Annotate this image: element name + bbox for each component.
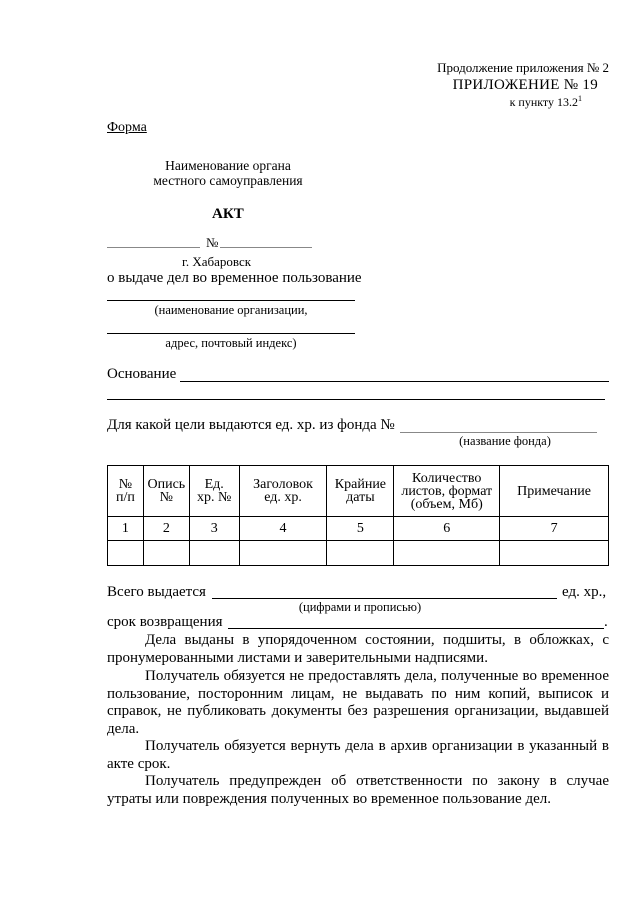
number-cell: 7	[500, 517, 609, 541]
return-label: срок возвращения	[107, 614, 223, 630]
purpose-label: Для какой цели выдаются ед. хр. из фонда №	[107, 417, 395, 433]
clause-reference: к пункту 13.2$^1$	[509, 94, 582, 109]
org-line	[107, 300, 355, 301]
continuation-note: Продолжение приложения № 2	[437, 60, 609, 75]
number-line	[220, 247, 312, 248]
header-cell: № п/п	[108, 466, 144, 517]
act-subject: о выдаче дел во временное пользование	[107, 270, 362, 286]
number-cell: 5	[327, 517, 394, 541]
document-title: АКТ	[212, 206, 244, 222]
header-cell: Крайние даты	[327, 466, 394, 517]
table-cell[interactable]	[500, 541, 609, 566]
total-line	[212, 598, 557, 599]
form-label: Форма	[107, 120, 147, 135]
date-line	[107, 247, 200, 248]
caption-words: (цифрами и прописью)	[298, 600, 422, 614]
caption-org: (наименование организации,	[154, 303, 308, 317]
table-cell[interactable]	[327, 541, 394, 566]
table-header-row	[108, 466, 609, 517]
number-cell: 2	[143, 517, 189, 541]
number-cell: 6	[394, 517, 500, 541]
org-name: Наименование органа местного самоуправления	[153, 158, 303, 188]
table-row	[108, 541, 609, 566]
city: г. Хабаровск	[182, 254, 252, 269]
header-cell: Опись №	[143, 466, 189, 517]
table-cell[interactable]	[189, 541, 239, 566]
basis-line-2	[107, 399, 605, 400]
table-cell[interactable]	[108, 541, 144, 566]
header-cell: Количество листов, формат (объем, Мб)	[394, 466, 500, 517]
table-cell[interactable]	[143, 541, 189, 566]
units-label: ед. хр.,	[562, 584, 607, 600]
header-cell: Ед. хр. №	[189, 466, 239, 517]
basis-label: Основание	[107, 366, 177, 382]
appendix-title: ПРИЛОЖЕНИЕ № 19	[452, 77, 598, 93]
table-cell[interactable]	[394, 541, 500, 566]
table-cell[interactable]	[239, 541, 327, 566]
fund-line	[400, 432, 597, 433]
number-cell: 1	[108, 517, 144, 541]
paragraph-3: Получатель обязуется вернуть дела в архив организации в указанный в акте срок.	[107, 738, 609, 772]
basis-line-1	[180, 381, 609, 382]
paragraph-2: Получатель обязуется не предоставлять дела, полученные во временное пользование, посторонним лицам, не выдавать по ним копий, выписок и справок, не публиковать документы без разрешения организации, выдавшей дела.	[107, 668, 609, 737]
caption-address: адрес, почтовый индекс)	[165, 336, 297, 350]
total-label: Всего выдается	[107, 584, 206, 600]
paragraph-1: Дела выданы в упорядоченном состоянии, подшиты, в обложках, с пронумерованными листами и заверительными надписями.	[107, 632, 609, 666]
number-cell: 3	[189, 517, 239, 541]
caption-fund: (название фонда)	[459, 434, 551, 448]
number-cell: 4	[239, 517, 327, 541]
header-cell: Заголовок ед. хр.	[239, 466, 327, 517]
return-period: .	[604, 614, 608, 630]
paragraph-4: Получатель предупрежден об ответственности по закону в случае утраты или повреждения полученных во временное пользование дел.	[107, 773, 609, 807]
address-line	[107, 333, 355, 334]
header-cell: Примечание	[500, 466, 609, 517]
cases-table	[107, 465, 609, 566]
number-sign: №	[206, 235, 219, 250]
table-number-row	[108, 517, 609, 541]
return-line	[228, 628, 604, 629]
